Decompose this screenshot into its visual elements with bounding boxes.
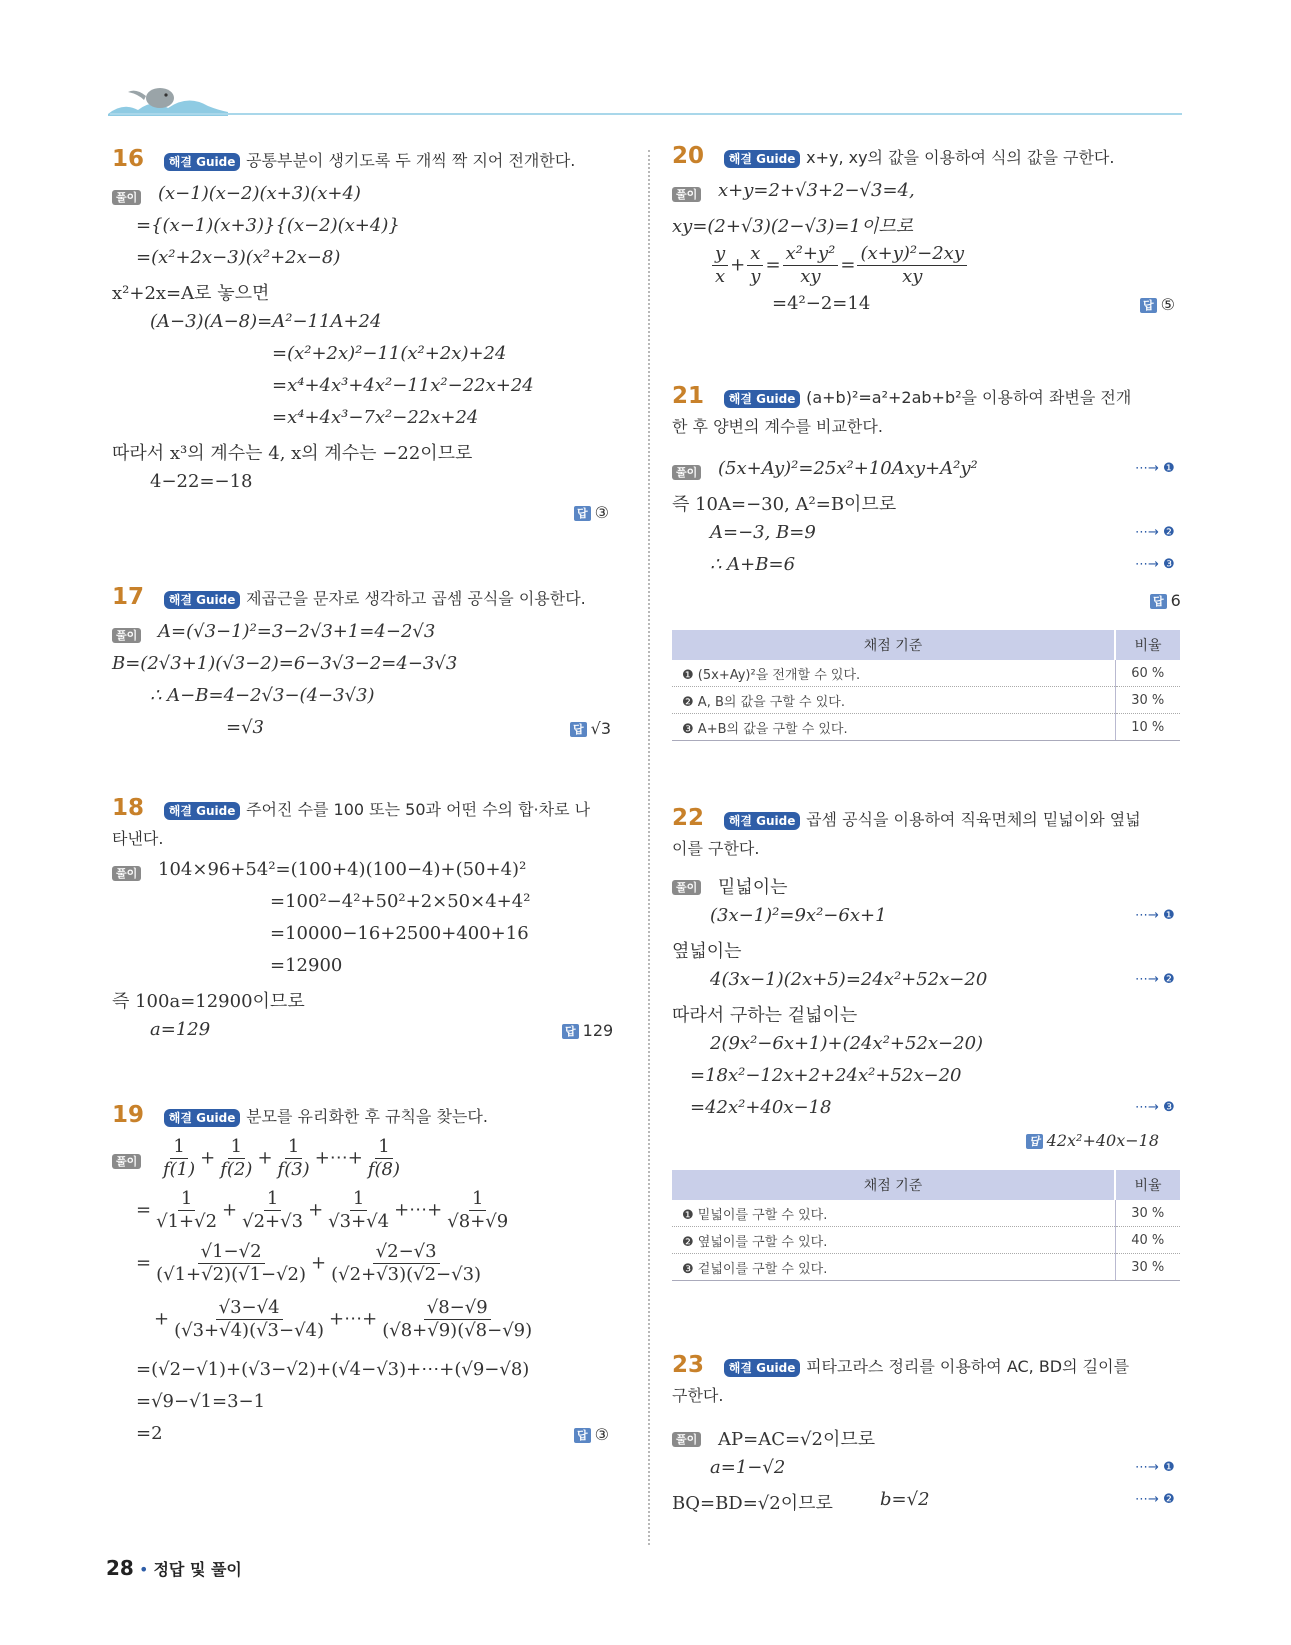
table-header: 채점 기준	[672, 630, 1115, 660]
answer-badge: 답	[574, 1428, 591, 1443]
guide-badge: 해결 Guide	[724, 812, 801, 830]
solution-badge: 풀이	[672, 465, 701, 480]
answer-badge: 답	[562, 1024, 579, 1039]
math-line: xy=(2+√3)(2−√3)=1이므로	[672, 216, 914, 237]
text-line: 즉 100a=12900이므로	[112, 991, 305, 1012]
solution-badge: 풀이	[672, 880, 701, 895]
table-row: ❸ A+B의 값을 구할 수 있다. 10 %	[672, 714, 1180, 741]
math-line: =√3	[226, 717, 265, 738]
guide-text: 곱셈 공식을 이용하여 직육면체의 밑넓이와 옆넓	[806, 810, 1141, 829]
text-line: 따라서 구하는 겉넓이는	[672, 1005, 858, 1026]
math-line: =x⁴+4x³−7x²−22x+24	[272, 407, 479, 428]
fraction-sum-line: + $\frac{√3-√4}{(√3+√4)(√3-√4)}$ +⋯+ $\frac{√8-√9}{(√8+√9)(√8-√9)}$	[154, 1297, 533, 1341]
table-row: ❷ 옆넓이를 구할 수 있다. 40 %	[672, 1227, 1180, 1254]
table-header: 채점 기준	[672, 1170, 1115, 1200]
math-line: =12900	[270, 955, 343, 976]
answer	[1140, 295, 1175, 314]
step-marker: ⋯→ ❸	[1135, 557, 1175, 572]
guide-badge: 해결 Guide	[724, 1359, 801, 1377]
footer-title: 정답 및 풀이	[153, 1560, 242, 1579]
answer	[1026, 1131, 1159, 1150]
problem-number: 20	[672, 143, 705, 169]
math-line: =4²−2=14	[772, 293, 871, 314]
math-line: =2	[136, 1423, 163, 1444]
math-line: a=129	[150, 1019, 211, 1040]
math-line: x+y=2+√3+2−√3=4,	[718, 180, 915, 201]
guide-text-cont: 이를 구한다.	[672, 839, 760, 858]
guide-badge: 해결 Guide	[164, 153, 241, 171]
math-line: =(x²+2x)²−11(x²+2x)+24	[272, 343, 507, 364]
guide-text-cont: 구한다.	[672, 1386, 724, 1405]
math-line: =x⁴+4x³+4x²−11x²−22x+24	[272, 375, 534, 396]
step-marker: ⋯→ ❸	[1135, 1100, 1175, 1115]
problem-16	[112, 146, 575, 172]
problem-17	[112, 584, 586, 610]
solution-badge: 풀이	[112, 190, 141, 205]
fraction-sum-line: $\frac{1}{f(1)}$ + $\frac{1}{f(2)}$ + $\frac{1}{f(3)}$ +⋯+ $\frac{1}{f(8)}$	[163, 1136, 401, 1180]
answer-badge: 답	[574, 506, 591, 521]
answer-badge: 답	[1026, 1134, 1043, 1149]
guide-text: 공통부분이 생기도록 두 개씩 짝 지어 전개한다.	[246, 151, 576, 170]
math-line: AP=AC=√2이므로	[718, 1429, 876, 1450]
math-line: A=−3, B=9	[710, 522, 816, 543]
guide-text: 분모를 유리화한 후 규칙을 찾는다.	[246, 1107, 488, 1126]
answer	[574, 503, 609, 522]
math-line: (x−1)(x−2)(x+3)(x+4)	[158, 183, 361, 204]
solution-badge: 풀이	[112, 628, 141, 643]
guide-text-cont: 한 후 양변의 계수를 비교한다.	[672, 417, 883, 436]
whale-wave-logo	[108, 84, 228, 116]
math-line: BQ=BD=√2이므로	[672, 1493, 833, 1514]
table-header: 비율	[1115, 630, 1180, 660]
guide-badge: 해결 Guide	[164, 1109, 241, 1127]
solution-badge: 풀이	[672, 1432, 701, 1447]
problem-number: 19	[112, 1102, 145, 1128]
solution-badge: 풀이	[672, 187, 701, 202]
math-line: 104×96+54²=(100+4)(100−4)+(50+4)²	[158, 859, 527, 880]
step-marker: ⋯→ ❶	[1135, 908, 1175, 923]
math-line: =42x²+40x−18	[690, 1097, 832, 1118]
column-divider	[648, 150, 650, 1545]
scoring-table	[672, 1170, 1180, 1281]
guide-badge: 해결 Guide	[164, 591, 241, 609]
guide-text: 주어진 수를 100 또는 50과 어떤 수의 합·차로 나	[246, 800, 591, 819]
table-row: ❶ (5x+Ay)²을 전개할 수 있다. 60 %	[672, 660, 1180, 687]
math-line: (3x−1)²=9x²−6x+1	[710, 905, 887, 926]
answer-value: ③	[594, 503, 609, 522]
step-marker: ⋯→ ❷	[1135, 1492, 1175, 1507]
answer-badge: 답	[1140, 298, 1157, 313]
page-number: 28	[106, 1556, 134, 1580]
guide-text: 피타고라스 정리를 이용하여 AC, BD의 길이를	[806, 1357, 1130, 1376]
math-line: a=1−√2	[710, 1457, 786, 1478]
problem-19	[112, 1102, 488, 1128]
text-line: 즉 10A=−30, A²=B이므로	[672, 494, 897, 515]
math-line: =10000−16+2500+400+16	[270, 923, 529, 944]
text-line: 밑넓이는	[718, 877, 788, 898]
header-line	[110, 113, 1182, 115]
problem-18	[112, 795, 590, 821]
problem-number: 17	[112, 584, 145, 610]
fraction-sum-line: = $\frac{√1-√2}{(√1+√2)(√1-√2)}$ + $\frac{√2-√3}{(√2+√3)(√2-√3)}$	[136, 1241, 482, 1285]
table-row: ❷ A, B의 값을 구할 수 있다. 30 %	[672, 687, 1180, 714]
answer-value: √3	[590, 719, 612, 738]
answer-value: 6	[1170, 591, 1181, 610]
math-line: =(x²+2x−3)(x²+2x−8)	[136, 247, 341, 268]
problem-number: 22	[672, 805, 705, 831]
scoring-table	[672, 630, 1180, 741]
fraction-sum-line: = $\frac{1}{√1+√2}$ + $\frac{1}{√2+√3}$ + $\frac{1}{√3+√4}$ +⋯+ $\frac{1}{√8+√9}$	[136, 1188, 509, 1232]
math-line: (A−3)(A−8)=A²−11A+24	[150, 311, 382, 332]
answer-value: ⑤	[1160, 295, 1175, 314]
guide-text-cont: 타낸다.	[112, 829, 164, 848]
solution-badge: 풀이	[112, 1154, 141, 1169]
page-footer: 28 • 정답 및 풀이	[106, 1556, 242, 1580]
problem-22	[672, 805, 1141, 831]
math-line: =√9−√1=3−1	[136, 1391, 266, 1412]
answer-badge: 답	[570, 722, 587, 737]
fraction-line: $\frac{y}{x}$ + $\frac{x}{y}$ = $\frac{\text{x²+y²}}{xy}$ = $\frac{\text{(x+y)²−2xy}}{xy}$	[710, 243, 969, 288]
problem-number: 16	[112, 146, 145, 172]
table-header: 비율	[1115, 1170, 1180, 1200]
problem-number: 18	[112, 795, 145, 821]
problem-21	[672, 383, 1131, 409]
step-marker: ⋯→ ❷	[1135, 972, 1175, 987]
math-line: (5x+Ay)²=25x²+10Axy+A²y²	[718, 458, 978, 479]
answer-badge: 답	[1150, 594, 1167, 609]
answer	[562, 1021, 613, 1040]
problem-number: 23	[672, 1352, 705, 1378]
step-marker: ⋯→ ❶	[1135, 1460, 1175, 1475]
guide-text: x+y, xy의 값을 이용하여 식의 값을 구한다.	[806, 148, 1115, 167]
table-row: ❶ 밑넓이를 구할 수 있다. 30 %	[672, 1200, 1180, 1227]
problem-23	[672, 1352, 1129, 1378]
math-line: =18x²−12x+2+24x²+52x−20	[690, 1065, 962, 1086]
guide-text: (a+b)²=a²+2ab+b²을 이용하여 좌변을 전개	[806, 388, 1132, 407]
math-line: B=(2√3+1)(√3−2)=6−3√3−2=4−3√3	[112, 653, 458, 674]
text-line: x²+2x=A로 놓으면	[112, 283, 270, 304]
problem-20	[672, 143, 1114, 169]
text-line: 따라서 x³의 계수는 4, x의 계수는 −22이므로	[112, 443, 473, 464]
math-line: ∴ A−B=4−2√3−(4−3√3)	[150, 685, 375, 706]
math-line: ∴ A+B=6	[710, 554, 796, 575]
step-marker: ⋯→ ❷	[1135, 525, 1175, 540]
step-marker: ⋯→ ❶	[1135, 461, 1175, 476]
guide-badge: 해결 Guide	[164, 802, 241, 820]
math-line: 4−22=−18	[150, 471, 253, 492]
math-line: =100²−4²+50²+2×50×4+4²	[270, 891, 531, 912]
math-line: 4(3x−1)(2x+5)=24x²+52x−20	[710, 969, 988, 990]
answer-value: 129	[582, 1021, 614, 1040]
solution-badge: 풀이	[112, 866, 141, 881]
answer	[1150, 591, 1181, 610]
answer	[574, 1425, 609, 1444]
table-row: ❸ 겉넓이를 구할 수 있다. 30 %	[672, 1254, 1180, 1281]
guide-badge: 해결 Guide	[724, 150, 801, 168]
problem-number: 21	[672, 383, 705, 409]
math-line: 2(9x²−6x+1)+(24x²+52x−20)	[710, 1033, 984, 1054]
math-line: =(√2−√1)+(√3−√2)+(√4−√3)+⋯+(√9−√8)	[136, 1359, 530, 1380]
guide-text: 제곱근을 문자로 생각하고 곱셈 공식을 이용한다.	[246, 589, 586, 608]
answer-value: 42x²+40x−18	[1046, 1131, 1159, 1150]
text-line: 옆넓이는	[672, 941, 742, 962]
math-line: A=(√3−1)²=3−2√3+1=4−2√3	[158, 621, 436, 642]
answer-value: ③	[594, 1425, 609, 1444]
math-line: b=√2	[880, 1489, 930, 1510]
guide-badge: 해결 Guide	[724, 390, 801, 408]
math-line: ={(x−1)(x+3)}{(x−2)(x+4)}	[136, 215, 400, 236]
answer	[570, 719, 611, 738]
